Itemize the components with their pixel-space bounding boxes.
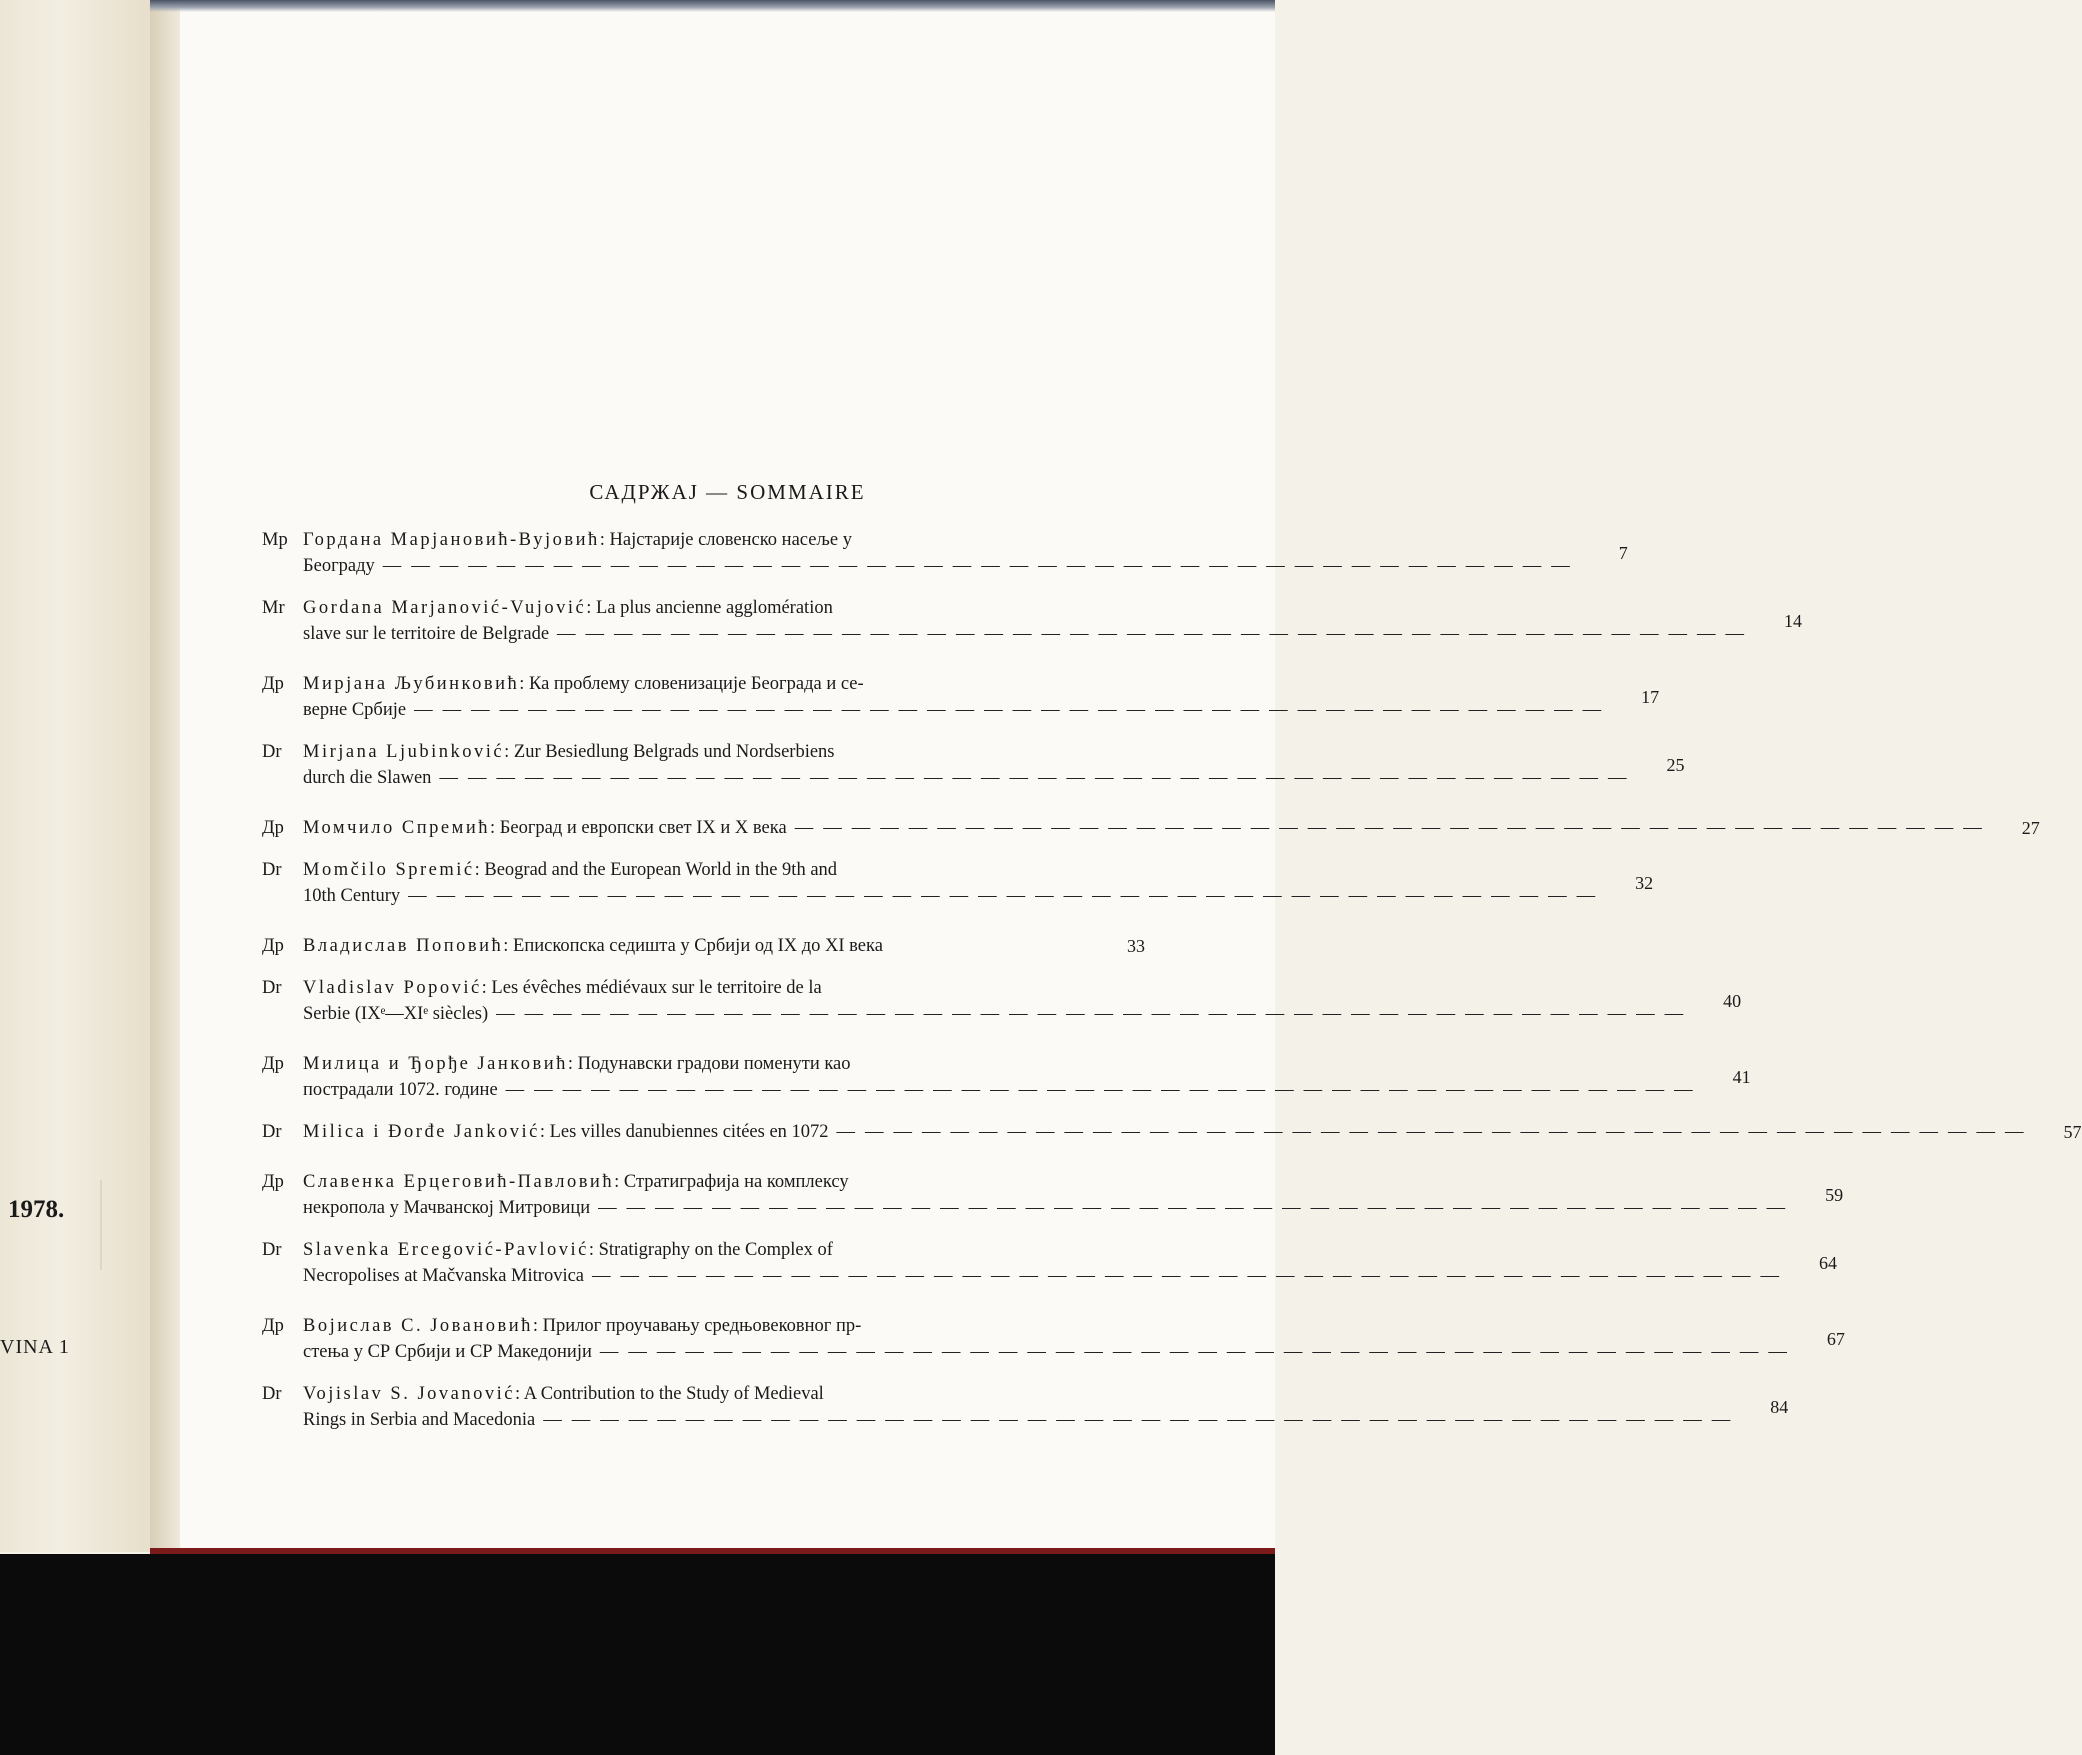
entry-author: Милица и Ђорђе Јанковић (303, 1054, 568, 1074)
toc-entry (262, 1051, 1751, 1103)
left-page-leaf (0, 0, 150, 1552)
entry-author: Vladislav Popović (303, 978, 482, 998)
entry-title-prefix: Dr (262, 742, 282, 762)
entry-page-number: 14 (1784, 611, 1803, 631)
dash-leader (383, 553, 1580, 579)
entry-title-continuation: 10th Century (303, 886, 401, 906)
toc-entry (262, 1237, 1838, 1289)
toc-entry (262, 933, 1145, 959)
entry-text (303, 1169, 1795, 1221)
dash-leader (795, 815, 1992, 841)
entry-title-continuation: пострадали 1072. године (303, 1080, 498, 1100)
entry-page-number: 41 (1732, 1067, 1751, 1087)
entry-author: Gordana Marjanović-Vujović (303, 598, 587, 618)
entry-author: Момчило Спремић (303, 818, 490, 838)
toc-entry (262, 739, 1685, 791)
entry-title: : Најстарије словенско насеље у (599, 530, 852, 550)
entry-author: Milica i Đorđe Janković (303, 1122, 540, 1142)
entry-title-prefix: Dr (262, 1122, 282, 1142)
entry-text (303, 671, 1611, 723)
entry-title: : Les évêches médiévaux sur le territoire de la (481, 978, 822, 998)
entry-title-prefix: Др (262, 1172, 284, 1192)
toc-heading: САДРЖАЈ — SOMMAIRE (589, 480, 866, 504)
entry-title-prefix: Dr (262, 1240, 282, 1260)
entry-text (303, 595, 1754, 647)
entry-title-prefix: Др (262, 1316, 284, 1336)
entry-title: : Подунавски градови поменути као (567, 1054, 851, 1074)
entry-title: : Stratigraphy on the Complex of (588, 1240, 833, 1260)
margin-mark (100, 1180, 102, 1270)
entry-author: Гордана Марјановић-Вујовић (303, 530, 600, 550)
entry-page-number: 25 (1666, 755, 1685, 775)
entry-author: Mirjana Ljubinković (303, 742, 505, 762)
entry-title: : La plus ancienne agglomération (586, 598, 833, 618)
entry-text (303, 1313, 1797, 1365)
entry-title-continuation: slave sur le territoire de Belgrade (303, 624, 550, 644)
entry-page-number: 33 (1127, 936, 1145, 956)
scan-background (0, 1554, 1275, 1755)
entry-title: : Београд и европски свет IX и X века (489, 818, 787, 838)
entry-title: : Beograd and the European World in the 9th and (474, 860, 838, 880)
toc-entry (262, 595, 1803, 647)
toc-entry (262, 671, 1660, 723)
entry-page-number: 27 (2021, 818, 2040, 838)
entry-text (303, 1237, 1789, 1289)
entry-title-continuation: стења у СР Србији и СР Македонији (303, 1342, 592, 1362)
entry-page-number: 32 (1635, 873, 1654, 893)
page-top-edge (150, 0, 1275, 12)
entry-page-number: 67 (1826, 1329, 1845, 1349)
entry-page-number: 40 (1723, 991, 1742, 1011)
entry-text (303, 975, 1693, 1027)
entry-title-continuation: некропола у Мачванској Митровици (303, 1198, 591, 1218)
dash-leader (592, 1263, 1789, 1289)
book-fold (150, 0, 180, 1552)
entry-title-prefix: Мр (262, 530, 288, 550)
toc-entry (262, 975, 1742, 1027)
entry-title-prefix: Dr (262, 978, 282, 998)
dash-leader (496, 1001, 1693, 1027)
entry-author: Славенка Ерцеговић-Павловић (303, 1172, 615, 1192)
entry-title-continuation: Rings in Serbia and Macedonia (303, 1410, 536, 1430)
entry-title: : Ка проблему словенизације Београда и се- (519, 674, 864, 694)
dash-leader (598, 1195, 1795, 1221)
left-page-vina: VINA 1 (0, 1336, 70, 1358)
entry-text (303, 857, 1605, 909)
entry-page-number: 17 (1641, 687, 1660, 707)
entry-page-number: 59 (1825, 1185, 1844, 1205)
dash-leader (600, 1339, 1797, 1365)
entry-text (303, 1381, 1740, 1433)
entry-title-continuation: верне Србије (303, 700, 407, 720)
entry-title-prefix: Др (262, 936, 284, 956)
toc-entry (262, 857, 1654, 909)
entry-text (303, 1119, 2034, 1145)
left-page-year: 1978. (8, 1196, 65, 1223)
entry-title-prefix: Др (262, 1054, 284, 1074)
table-of-contents (262, 480, 2082, 1449)
entry-title: : A Contribution to the Study of Medieval (514, 1384, 824, 1404)
entry-author: Slavenka Ercegović-Pavlović (303, 1240, 589, 1260)
entry-title-prefix: Др (262, 818, 284, 838)
entry-title: : Стратиграфија на комплексу (614, 1172, 849, 1192)
entry-author: Momčilo Spremić (303, 860, 475, 880)
entry-page-number: 84 (1770, 1397, 1789, 1417)
dash-leader (543, 1407, 1740, 1433)
entry-author: Владислав Поповић (303, 936, 504, 956)
entry-author: Војислав С. Јовановић (303, 1316, 533, 1336)
entry-title-prefix: Dr (262, 860, 282, 880)
entry-title: : Zur Besiedlung Belgrads und Nordserbiens (504, 742, 835, 762)
dash-leader (506, 1077, 1703, 1103)
entry-text (303, 815, 1992, 841)
entry-title: : Епископска седишта у Србији од IX до XI века (503, 936, 883, 956)
entry-author: Мирјана Љубинковић (303, 674, 520, 694)
entry-title-prefix: Dr (262, 1384, 282, 1404)
entry-text (303, 1051, 1703, 1103)
entry-text (303, 527, 1580, 579)
entry-title-continuation: durch die Slawen (303, 768, 432, 788)
entry-text (303, 933, 1097, 959)
toc-entry (262, 527, 1628, 579)
toc-entry (262, 815, 2040, 841)
dash-leader (837, 1119, 2034, 1145)
entry-page-number: 7 (1618, 543, 1628, 563)
entry-page-number: 64 (1819, 1253, 1838, 1273)
entry-title-continuation: Београду (303, 556, 375, 576)
entry-title-prefix: Др (262, 674, 284, 694)
toc-entry (262, 1169, 1844, 1221)
entry-text (303, 739, 1636, 791)
entry-title-continuation: Necropolises at Mačvanska Mitrovica (303, 1266, 585, 1286)
entry-author: Vojislav S. Jovanović (303, 1384, 515, 1404)
toc-entry (262, 1381, 1789, 1433)
entry-title-prefix: Mr (262, 598, 285, 618)
entry-title: : Прилог проучавању средњовековног пр- (532, 1316, 862, 1336)
dash-leader (408, 883, 1605, 909)
dash-leader (414, 697, 1611, 723)
entry-title: : Les villes danubiennes citées en 1072 (539, 1122, 829, 1142)
entry-title-continuation: Serbie (IXᵉ—XIᵉ siècles) (303, 1004, 489, 1024)
entry-page-number: 57 (2063, 1122, 2082, 1142)
toc-entry (262, 1119, 2082, 1145)
toc-entry (262, 1313, 1845, 1365)
dash-leader (439, 765, 1636, 791)
dash-leader (557, 621, 1754, 647)
